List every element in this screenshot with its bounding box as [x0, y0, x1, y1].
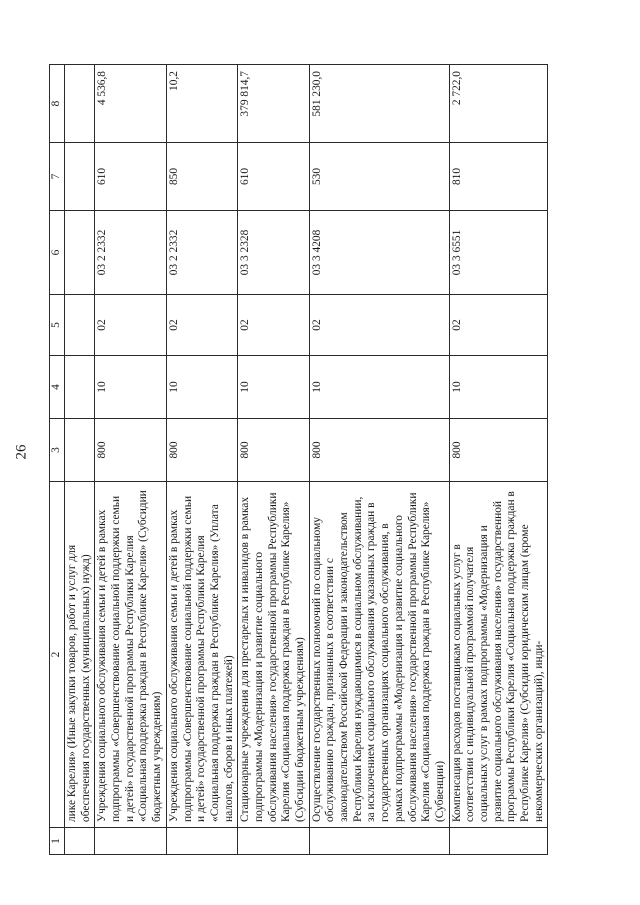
amount: 10,2: [166, 65, 237, 143]
admin-code: 800: [309, 419, 449, 482]
expense-type-code: 530: [309, 143, 449, 211]
subsection-code: [65, 295, 95, 356]
target-article-code: 03 3 2328: [238, 211, 309, 295]
section-code: [65, 356, 95, 419]
section-code: 10: [238, 356, 309, 419]
table-row: [95, 65, 166, 855]
table-row: [166, 65, 237, 855]
amount: 581 230,0: [309, 65, 449, 143]
expense-type-code: 850: [166, 143, 237, 211]
subsection-code: 02: [238, 295, 309, 356]
admin-code: 800: [95, 419, 166, 482]
section-code: 10: [95, 356, 166, 419]
admin-code: [65, 419, 95, 482]
row-number: [65, 828, 95, 855]
target-article-code: 03 2 2332: [166, 211, 237, 295]
subsection-code: 02: [166, 295, 237, 356]
column-header: 6: [50, 211, 65, 295]
column-header: 2: [50, 482, 65, 828]
section-code: 10: [449, 356, 548, 419]
budget-table: [49, 64, 548, 855]
subsection-code: 02: [95, 295, 166, 356]
row-description: Учреждения социального обслуживания семьи и детей в рамках подпрограммы «Совершенствование социальной поддержки семьи и детей» государственной программы Республики Карелия «Социальная поддержка граждан в Республике Карелия» (Уплата налогов, сборов и иных платежей): [166, 482, 237, 828]
expense-type-code: 610: [238, 143, 309, 211]
row-description: Осуществление государственных полномочий по социальному обслуживанию граждан, признанных в соответствии с законодательством Российской Федерации и законодательством Республики Карелия нуждающимися в социальном обслуживании, за исключением социального обслуживания указанных граждан в государственных организациях социального обслуживания, в рамках подпрограммы «Модернизация и развитие социального обслуживания населения» государственной программы Республики Карелия «Социальная поддержка граждан в Республике Карелия» (Субвенции): [309, 482, 449, 828]
table-row: [309, 65, 449, 855]
column-header: 5: [50, 295, 65, 356]
header-row: [50, 65, 65, 855]
page-number: 26: [13, 444, 30, 460]
expense-type-code: 610: [95, 143, 166, 211]
rotated-page: [45, 0, 587, 858]
column-header: 8: [50, 65, 65, 143]
target-article-code: 03 3 6551: [449, 211, 548, 295]
row-number: [449, 828, 548, 855]
row-number: [238, 828, 309, 855]
admin-code: 800: [238, 419, 309, 482]
table-row: [65, 65, 95, 855]
row-description: Стационарные учреждения для престарелых и инвалидов в рамках подпрограммы «Модернизация и развитие социального обслуживания населения» государственной программы Республики Карелия «Социальная поддержка граждан в Республике Карелия» (Субсидии бюджетным учреждениям): [238, 482, 309, 828]
row-number: [166, 828, 237, 855]
column-header: 1: [50, 828, 65, 855]
amount: 4 536,8: [95, 65, 166, 143]
amount: [65, 65, 95, 143]
expense-type-code: 810: [449, 143, 548, 211]
target-article-code: [65, 211, 95, 295]
row-description: лике Карелия» (Иные закупки товаров, работ и услуг для обеспечения государственных (муниципальных) нужд): [65, 482, 95, 828]
column-header: 3: [50, 419, 65, 482]
column-header: 4: [50, 356, 65, 419]
section-code: 10: [309, 356, 449, 419]
target-article-code: 03 2 2332: [95, 211, 166, 295]
section-code: 10: [166, 356, 237, 419]
subsection-code: 02: [449, 295, 548, 356]
expense-type-code: [65, 143, 95, 211]
subsection-code: 02: [309, 295, 449, 356]
admin-code: 800: [166, 419, 237, 482]
row-number: [309, 828, 449, 855]
column-header: 7: [50, 143, 65, 211]
row-number: [95, 828, 166, 855]
row-description: Учреждения социального обслуживания семьи и детей в рамках подпрограммы «Совершенствование социальной поддержки семьи и детей» государственной программы Республики Карелия «Социальная поддержка граждан в Республике Карелия» (Субсидии бюджетным учреждениям): [95, 482, 166, 828]
admin-code: 800: [449, 419, 548, 482]
amount: 2 722,0: [449, 65, 548, 143]
target-article-code: 03 3 4208: [309, 211, 449, 295]
table-row: [449, 65, 548, 855]
row-description: Компенсация расходов поставщикам социальных услуг в соответствии с индивидуальной программой получателя социальных услуг в рамках подпрограммы «Модернизация и развитие социального обслуживания населения» государственной программы Республики Карелия «Социальная поддержка граждан в Республике Карелия» (Субсидии юридическим лицам (кроме некоммерческих организаций), инди-: [449, 482, 548, 828]
amount: 379 814,7: [238, 65, 309, 143]
table-row: [238, 65, 309, 855]
